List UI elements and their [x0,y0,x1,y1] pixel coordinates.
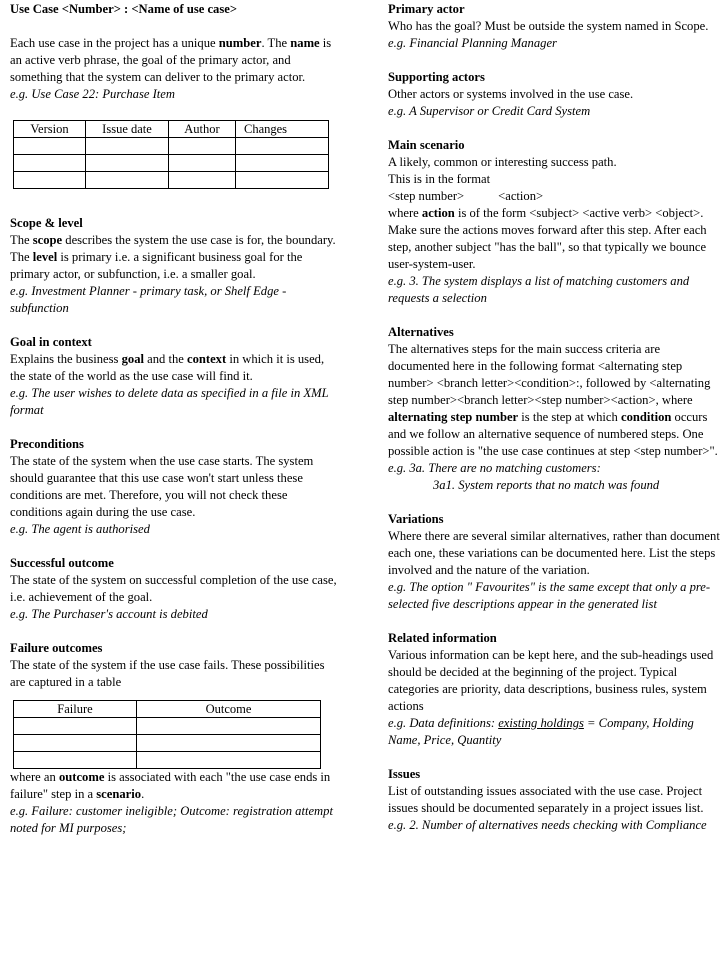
issues-section [388,766,721,834]
primary-actor-example: e.g. Financial Planning Manager [388,36,557,50]
goal-section [10,334,342,419]
successful-outcome-section [10,555,342,623]
author-header: Author [169,121,236,138]
main-scenario-line1: A likely, common or interesting success path. [388,155,617,169]
table-row [14,138,329,155]
goal-text: Explains the business goal and the context in which it is used, the state of the world as the use case will find it. [10,352,325,383]
main-scenario-format: <step number> <action> [388,189,544,203]
primary-actor-heading: Primary actor [388,2,465,16]
scope-heading: Scope & level [10,216,83,230]
supporting-actors-section [388,69,721,120]
table-row [14,155,329,172]
preconditions-example: e.g. The agent is authorised [10,522,150,536]
preconditions-heading: Preconditions [10,437,84,451]
failure-table [13,700,321,769]
version-table [13,120,329,189]
variations-heading: Variations [388,512,444,526]
preconditions-text: The state of the system when the use case starts. The system should guarantee that this use case won't start unless these conditions are met. Therefore, you will not check these conditions again during the use case. [10,454,314,519]
related-information-example: e.g. Data definitions: existing holdings = Company, Holding Name, Price, Quantity [388,716,694,747]
main-scenario-line2: This is in the format [388,172,491,186]
goal-example: e.g. The user wishes to delete data as specified in a file in XML format [10,386,329,417]
primary-actor-text: Who has the goal? Must be outside the system named in Scope. [388,19,709,33]
intro-section [10,35,342,103]
main-scenario-text: where action is of the form <subject> <active verb> <object>. Make sure the actions moves forward after this step. After each step, another subject "has the ball", so that typically we bounce user-system-user. [388,206,707,271]
outcome-header: Outcome [137,701,321,718]
supporting-actors-heading: Supporting actors [388,70,485,84]
table-row [14,735,321,752]
variations-section [388,511,721,613]
table-row [14,752,321,769]
alternatives-heading: Alternatives [388,325,454,339]
table-row [14,172,329,189]
failure-table-header [14,701,321,718]
successful-outcome-heading: Successful outcome [10,556,114,570]
successful-outcome-example: e.g. The Purchaser's account is debited [10,607,208,621]
version-header: Version [14,121,86,138]
failure-outcomes-heading: Failure outcomes [10,641,103,655]
failure-outcomes-text: The state of the system if the use case fails. These possibilities are captured in a table [10,658,325,689]
intro-example: e.g. Use Case 22: Purchase Item [10,87,175,101]
failure-outcomes-after-text: where an outcome is associated with each "the use case ends in failure" step in a scenario. [10,770,331,801]
alternatives-section [388,324,721,494]
successful-outcome-text: The state of the system on successful completion of the use case, i.e. achievement of the goal. [10,573,337,604]
issue-date-header: Issue date [86,121,169,138]
scope-example: e.g. Investment Planner - primary task, or Shelf Edge - subfunction [10,284,287,315]
intro-text: Each use case in the project has a unique number. The name is an active verb phrase, the goal of the primary actor, and something that the system can deliver to the primary actor. [10,36,332,84]
failure-outcomes-example: e.g. Failure: customer ineligible; Outcome: registration attempt noted for MI purposes; [10,804,333,835]
goal-heading: Goal in context [10,335,92,349]
main-scenario-section [388,137,721,307]
related-information-section [388,630,721,749]
failure-outcomes-section [10,640,342,837]
alternatives-example2: 3a1. System reports that no match was found [433,478,660,492]
variations-text: Where there are several similar alternatives, rather than document each one, these variations can be documented here. List the steps involved and the nature of the variation. [388,529,720,577]
main-scenario-example: e.g. 3. The system displays a list of matching customers and requests a selection [388,274,690,305]
issues-example: e.g. 2. Number of alternatives needs checking with Compliance [388,818,707,832]
issues-text: List of outstanding issues associated with the use case. Project issues should be documented separately in a project issues list. [388,784,704,815]
changes-header: Changes [236,121,329,138]
related-information-heading: Related information [388,631,497,645]
variations-example: e.g. The option " Favourites" is the same except that only a pre-selected five descriptions appear in the generated list [388,580,711,611]
preconditions-section [10,436,342,538]
document-title: Use Case <Number> : <Name of use case> [10,2,238,16]
alternatives-example1: e.g. 3a. There are no matching customers: [388,461,601,475]
version-table-header [14,121,329,138]
supporting-actors-example: e.g. A Supervisor or Credit Card System [388,104,591,118]
alternatives-text: The alternatives steps for the main success criteria are documented here in the following format <alternating step number> <branch letter><condition>:, followed by <alternating step number><branch letter><step number><action>, where alternating step number is the step at which condition occurs and we follow an alternative sequence of numbered steps. One possible action is "the use case continues at step <step number>". [388,342,718,458]
scope-text: The scope describes the system the use case is for, the boundary. The level is primary i.e. a significant business goal for the primary actor, or subfunction, i.e. a smaller goal. [10,233,336,281]
related-information-text: Various information can be kept here, and the sub-headings used should be decided at the beginning of the project. Typical categories are priority, data descriptions, business rules, system actions [388,648,714,713]
supporting-actors-text: Other actors or systems involved in the use case. [388,87,634,101]
primary-actor-section [388,1,721,52]
main-scenario-heading: Main scenario [388,138,465,152]
failure-header: Failure [14,701,137,718]
scope-section [10,215,342,317]
issues-heading: Issues [388,767,421,781]
table-row [14,718,321,735]
right-column [388,1,721,834]
left-column [10,1,342,837]
